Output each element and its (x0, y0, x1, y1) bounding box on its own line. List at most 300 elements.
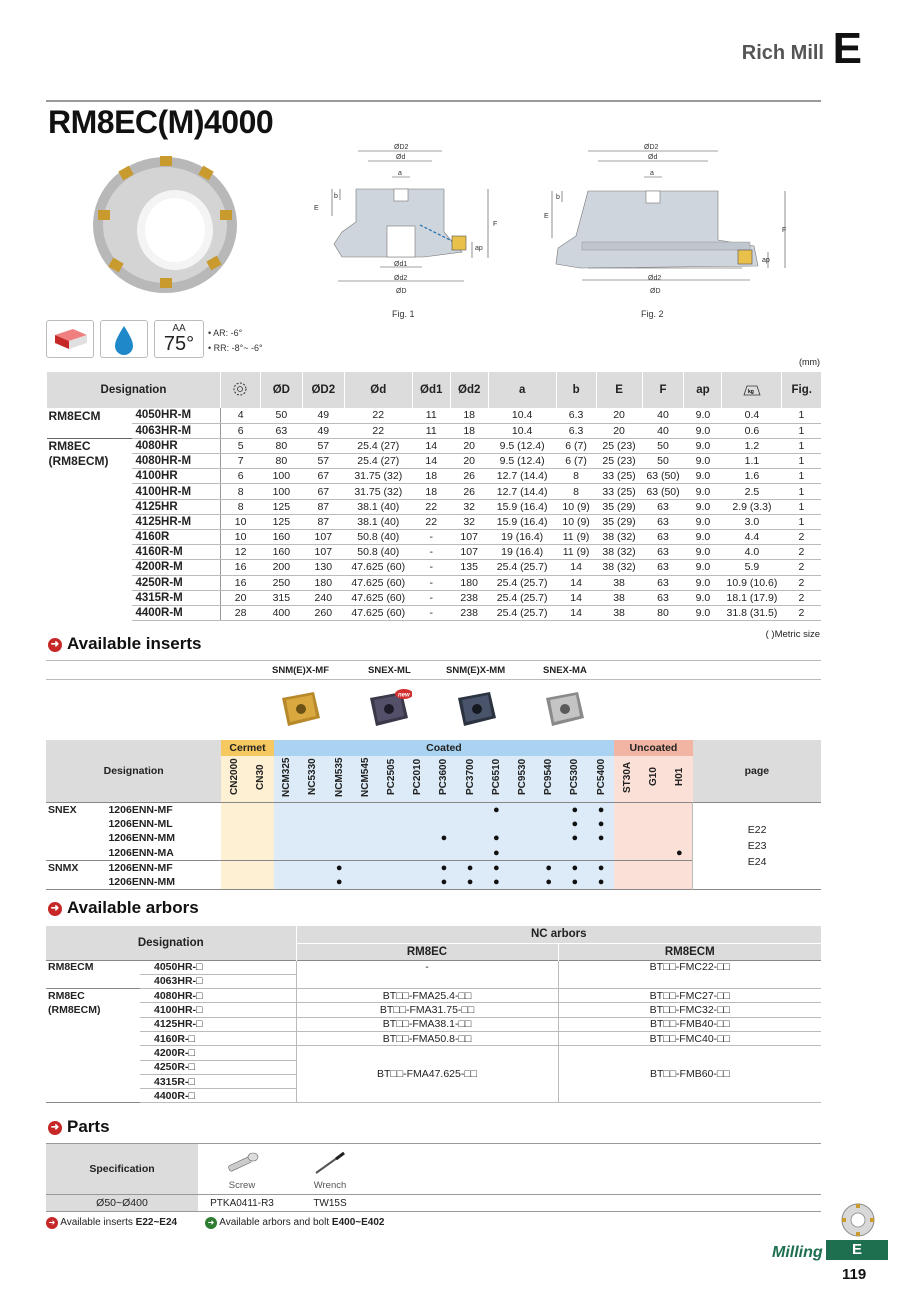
cell: 0.6 (722, 423, 782, 438)
wrench-cell (286, 1144, 374, 1195)
divider (46, 660, 821, 661)
cell: 35 (29) (596, 514, 642, 529)
grade-cell: ● (588, 817, 614, 832)
grade-label: NC5330 (307, 758, 319, 796)
cell: 18 (450, 423, 488, 438)
cell: 35 (29) (596, 499, 642, 514)
cell: 9.0 (684, 530, 722, 545)
cell: 6 (7) (556, 454, 596, 469)
grade-cell: ● (588, 831, 614, 846)
arrow-bullet-icon: ➜ (48, 1121, 62, 1135)
grade-cell (509, 831, 535, 846)
col-E: E (596, 372, 642, 408)
grade-cell: ● (667, 846, 693, 861)
grade-label: NCM325 (281, 757, 293, 797)
cell: 7 (220, 454, 260, 469)
grade-label: PC3700 (464, 759, 476, 796)
model-code: 4160R (132, 530, 220, 545)
fig1-d-label: Ød (396, 154, 406, 161)
cell: 1 (782, 408, 821, 423)
insert-group (46, 875, 108, 890)
cell: 20 (596, 423, 642, 438)
grade-header (667, 756, 693, 802)
arbor-code: 4160R-□ (140, 1031, 296, 1045)
grade-label: G10 (647, 767, 659, 787)
cell: 63 (50) (642, 484, 684, 499)
grade-cell (352, 831, 378, 846)
approach-angle: 75° (163, 333, 195, 355)
insert-group: SNEX (48, 803, 77, 816)
cell: 14 (412, 438, 450, 453)
grade-cell: ● (457, 860, 483, 875)
grade-cell (248, 846, 274, 861)
fig2-d2-label: Ød2 (648, 275, 662, 282)
milling-section-tab: E (826, 1240, 888, 1260)
cell: 125 (260, 499, 302, 514)
screw-icon (222, 1149, 262, 1177)
cell: 50.8 (40) (344, 530, 412, 545)
grade-cell (300, 802, 326, 817)
cell: - (412, 560, 450, 575)
grade-cell: ● (562, 875, 588, 890)
divider (46, 679, 821, 680)
col-F: F (642, 372, 684, 408)
grade-cell (431, 817, 457, 832)
cell: 160 (260, 545, 302, 560)
grade-cell: ● (431, 875, 457, 890)
grade-cell (483, 817, 509, 832)
cell: 38 (32) (596, 545, 642, 560)
cell: 100 (260, 484, 302, 499)
cell: 1.6 (722, 469, 782, 484)
cell: 9.0 (684, 408, 722, 423)
cell: 32 (450, 514, 488, 529)
cell: 107 (302, 530, 344, 545)
parts-title-text: Parts (67, 1117, 110, 1136)
fig2-d-label: Ød (648, 154, 658, 161)
cell: 47.625 (60) (344, 590, 412, 605)
cell: 10 (220, 514, 260, 529)
cell: 20 (450, 438, 488, 453)
cell: 80 (260, 454, 302, 469)
cell: 2 (782, 605, 821, 620)
grade-cell: ● (457, 875, 483, 890)
fig2-caption: Fig. 2 (641, 309, 664, 319)
rm8ecm-arbor: BT□□-FMC22-□□ (558, 960, 821, 989)
model-code: 4160R-M (132, 545, 220, 560)
grade-label: CN2000 (228, 758, 240, 796)
inserts-footnote (46, 1217, 177, 1229)
cell: 12.7 (14.4) (488, 484, 556, 499)
insert-ml-image (364, 688, 412, 732)
grade-cell: ● (562, 802, 588, 817)
cell: 5 (220, 438, 260, 453)
grade-cell (431, 846, 457, 861)
cell: 10 (9) (556, 514, 596, 529)
fig2-D2-label: ØD2 (644, 144, 659, 151)
cell: 1 (782, 484, 821, 499)
series-group: RM8ECM (48, 408, 101, 423)
cell: 15.9 (16.4) (488, 499, 556, 514)
col-weight (722, 372, 782, 408)
cell: 15.9 (16.4) (488, 514, 556, 529)
cell: - (412, 590, 450, 605)
grade-header (483, 756, 509, 802)
table-row (47, 423, 822, 438)
grade-cell (405, 860, 431, 875)
cell: 0.4 (722, 408, 782, 423)
arbor-group (46, 1046, 140, 1060)
grade-cell (248, 802, 274, 817)
inserts-section-title (48, 634, 202, 654)
model-code: 4200R-M (132, 560, 220, 575)
col-b: b (556, 372, 596, 408)
cell: 100 (260, 469, 302, 484)
cell: 63 (260, 423, 302, 438)
cell: 63 (642, 499, 684, 514)
grade-cell (536, 846, 562, 861)
cermet-header: Cermet (221, 740, 273, 756)
cell: 1.2 (722, 438, 782, 453)
cell: 107 (302, 545, 344, 560)
flutes-icon (232, 381, 248, 397)
cutter-product-image (80, 150, 250, 300)
grade-cell (248, 875, 274, 890)
grade-label: PC5400 (595, 759, 607, 796)
cell: 238 (450, 590, 488, 605)
grade-cell (221, 860, 247, 875)
cell: 63 (642, 560, 684, 575)
cell: 18 (450, 408, 488, 423)
cell: 16 (220, 575, 260, 590)
arbor-group (46, 1074, 140, 1088)
cell: 10.9 (10.6) (722, 575, 782, 590)
cell: 20 (220, 590, 260, 605)
grade-cell (405, 802, 431, 817)
cell: 1 (782, 423, 821, 438)
inserts-col-page: page (693, 740, 821, 802)
fig1-diagram (310, 140, 510, 305)
grade-cell (405, 846, 431, 861)
page-ref[interactable]: E24 (747, 855, 767, 868)
arbor-code: 4315R-□ (140, 1074, 296, 1088)
cell: 63 (642, 545, 684, 560)
series-group (47, 590, 133, 605)
grade-label: PC2505 (386, 759, 398, 796)
insert-name-ml: SNEX-ML (368, 665, 411, 676)
cell: 135 (450, 560, 488, 575)
inserts-col-designation: Designation (46, 740, 221, 802)
cell: 12 (220, 545, 260, 560)
grade-cell: ● (483, 860, 509, 875)
grade-header (640, 756, 666, 802)
grade-cell (457, 802, 483, 817)
grade-cell (457, 846, 483, 861)
grade-cell (640, 802, 666, 817)
cell: 3.0 (722, 514, 782, 529)
grade-cell (457, 817, 483, 832)
col-a: a (488, 372, 556, 408)
series-group (47, 605, 133, 620)
grade-cell (667, 817, 693, 832)
insert-mm-image (452, 688, 500, 732)
grade-cell: ● (562, 817, 588, 832)
grade-cell: ● (326, 860, 352, 875)
coolant-drop-icon (101, 321, 147, 357)
workpiece-block-icon (47, 321, 93, 357)
col-fig: Fig. (782, 372, 821, 408)
cell: 22 (344, 423, 412, 438)
grade-cell: ● (536, 860, 562, 875)
grade-cell (640, 875, 666, 890)
cell: 11 (9) (556, 545, 596, 560)
table-row (47, 438, 822, 453)
grade-label: H01 (674, 768, 686, 787)
grade-cell (536, 802, 562, 817)
cell: 11 (412, 423, 450, 438)
cell: 9.0 (684, 605, 722, 620)
arbor-row (46, 1031, 821, 1045)
arbors-footnote (205, 1217, 384, 1229)
rm8ec-arbor: BT□□-FMA50.8-□□ (296, 1031, 558, 1045)
cell: 238 (450, 605, 488, 620)
page-title: RM8EC(M)4000 (48, 104, 274, 140)
cell: 50 (260, 408, 302, 423)
grade-cell (326, 802, 352, 817)
grade-cell (352, 846, 378, 861)
series-group (47, 423, 133, 438)
col-d1: Ød1 (412, 372, 450, 408)
insert-group (46, 846, 108, 861)
cell: 63 (642, 590, 684, 605)
series-group (47, 575, 133, 590)
arbor-code: 4250R-□ (140, 1060, 296, 1074)
grade-cell (378, 846, 404, 861)
cell: 5.9 (722, 560, 782, 575)
fig2-a-label: a (650, 170, 654, 177)
model-code: 4050HR-M (132, 408, 220, 423)
grade-header (562, 756, 588, 802)
grade-cell: ● (588, 802, 614, 817)
grade-cell (300, 831, 326, 846)
parts-table (46, 1143, 821, 1212)
uncoated-header: Uncoated (614, 740, 693, 756)
cell: 11 (9) (556, 530, 596, 545)
arbor-group (46, 974, 140, 988)
model-code: 4100HR-M (132, 484, 220, 499)
page-ref[interactable]: E22 (747, 823, 767, 836)
fig1-ap-label: ap (475, 245, 483, 252)
grade-label: PC9530 (516, 759, 528, 796)
rm8ec-arbor: BT□□-FMA25.4-□□ (296, 989, 558, 1003)
grade-cell (667, 875, 693, 890)
wrench-icon (310, 1149, 350, 1177)
cell: 25.4 (25.7) (488, 560, 556, 575)
cell: 1.1 (722, 454, 782, 469)
cell: 10.4 (488, 423, 556, 438)
grade-header (588, 756, 614, 802)
insert-group: SNMX (48, 861, 79, 874)
cell: 8 (220, 499, 260, 514)
cell: 40 (642, 423, 684, 438)
arbor-code: 4400R-□ (140, 1089, 296, 1103)
series-group: RM8EC (47, 438, 133, 453)
grade-cell (378, 802, 404, 817)
cell: 9.5 (12.4) (488, 438, 556, 453)
grade-cell (588, 846, 614, 861)
fig1-E-label: E (314, 205, 319, 212)
grade-cell (509, 860, 535, 875)
cell: 38 (596, 575, 642, 590)
cell: 25 (23) (596, 438, 642, 453)
grade-cell: ● (588, 860, 614, 875)
grade-cell (274, 831, 300, 846)
grade-cell: ● (483, 831, 509, 846)
page-number: 119 (842, 1266, 867, 1283)
arbors-footnote-ref[interactable]: E400~E402 (331, 1217, 385, 1228)
rm8ec-arbor: BT□□-FMA31.75-□□ (296, 1003, 558, 1017)
cell: 50 (642, 438, 684, 453)
parts-section-title (48, 1117, 110, 1137)
milling-label: Milling (772, 1244, 823, 1261)
arbor-group (46, 1060, 140, 1074)
wrench-label: Wrench (313, 1180, 347, 1191)
grade-cell (509, 846, 535, 861)
arbors-footnote-text: Available arbors and bolt (219, 1217, 330, 1228)
cell: 67 (302, 484, 344, 499)
table-row (47, 484, 822, 499)
cell: 1 (782, 514, 821, 529)
cell: 200 (260, 560, 302, 575)
arbor-group (46, 1017, 140, 1031)
cell: 130 (302, 560, 344, 575)
grade-cell (221, 802, 247, 817)
section-letter: E (832, 24, 862, 73)
series-group: (RM8ECM) (48, 454, 109, 469)
series-group (47, 469, 133, 484)
grade-cell: ● (483, 846, 509, 861)
grade-cell (300, 875, 326, 890)
cell: 57 (302, 438, 344, 453)
cell: 32 (450, 499, 488, 514)
cell: 38 (596, 590, 642, 605)
grade-cell (509, 875, 535, 890)
screw-code: PTKA0411-R3 (210, 1197, 274, 1209)
model-code: 4080HR (132, 438, 220, 453)
grade-header (274, 756, 300, 802)
arbor-group: RM8ECM (48, 961, 94, 974)
table-row (47, 530, 822, 545)
coated-header: Coated (274, 740, 614, 756)
cell: 125 (260, 514, 302, 529)
header-divider (46, 100, 821, 102)
model-code: 4100HR (132, 469, 220, 484)
page-ref[interactable]: E23 (747, 839, 767, 852)
cell: 49 (302, 408, 344, 423)
grade-cell: ● (326, 875, 352, 890)
grade-cell (640, 831, 666, 846)
grade-cell (352, 817, 378, 832)
cell: 9.0 (684, 469, 722, 484)
grade-label: NCM545 (359, 757, 371, 797)
cell: 31.75 (32) (344, 469, 412, 484)
table-row (47, 454, 822, 469)
cell: 63 (642, 575, 684, 590)
grade-cell (431, 802, 457, 817)
table-row (47, 605, 822, 620)
table-row (47, 499, 822, 514)
inserts-table (46, 740, 821, 890)
material-icon-box (46, 320, 94, 358)
cell: 9.0 (684, 514, 722, 529)
grade-cell (221, 817, 247, 832)
cell: 49 (302, 423, 344, 438)
grade-cell (614, 802, 640, 817)
cell: 1 (782, 454, 821, 469)
insert-mf-image (276, 688, 324, 732)
cell: 25.4 (25.7) (488, 575, 556, 590)
inserts-title-text: Available inserts (67, 634, 202, 653)
cell: 18 (412, 484, 450, 499)
grade-cell (405, 817, 431, 832)
rm8ecm-arbor: BT□□-FMC32-□□ (558, 1003, 821, 1017)
cell: 10 (220, 530, 260, 545)
cell: 2.9 (3.3) (722, 499, 782, 514)
grade-cell (352, 860, 378, 875)
spec-table (46, 372, 821, 621)
grade-cell (509, 817, 535, 832)
grade-cell: ● (562, 831, 588, 846)
grade-cell (640, 817, 666, 832)
cell: 6 (7) (556, 438, 596, 453)
fig1-d2-label: Ød2 (394, 275, 408, 282)
cell: 6 (220, 423, 260, 438)
grade-cell: ● (483, 875, 509, 890)
cell: 14 (556, 590, 596, 605)
cell: 47.625 (60) (344, 560, 412, 575)
cell: 38 (32) (596, 530, 642, 545)
cell: 63 (50) (642, 469, 684, 484)
insert-name-mf: SNM(E)X-MF (272, 665, 329, 676)
model-code: 4400R-M (132, 605, 220, 620)
page-refs (693, 802, 821, 889)
arbor-group (46, 1031, 140, 1045)
arrow-bullet-icon: ➜ (48, 638, 62, 652)
grade-cell (378, 817, 404, 832)
cell: 63 (642, 530, 684, 545)
rm8ecm-arbor: BT□□-FMB40-□□ (558, 1017, 821, 1031)
cell: 28 (220, 605, 260, 620)
grade-header (431, 756, 457, 802)
arrow-bullet-icon: ➜ (46, 1217, 58, 1229)
grade-cell (457, 831, 483, 846)
cell: 2 (782, 560, 821, 575)
grade-label: CN30 (255, 764, 267, 791)
coolant-icon-box (100, 320, 148, 358)
grade-cell (274, 802, 300, 817)
cell: 6.3 (556, 408, 596, 423)
grade-cell (300, 817, 326, 832)
grade-cell (614, 860, 640, 875)
fig2-diagram (540, 140, 795, 305)
inserts-footnote-ref[interactable]: E22~E24 (135, 1217, 178, 1228)
cell: 31.75 (32) (344, 484, 412, 499)
cell: 31.8 (31.5) (722, 605, 782, 620)
grade-cell (640, 846, 666, 861)
cell: 1 (782, 438, 821, 453)
cell: 10.4 (488, 408, 556, 423)
grade-cell (274, 817, 300, 832)
